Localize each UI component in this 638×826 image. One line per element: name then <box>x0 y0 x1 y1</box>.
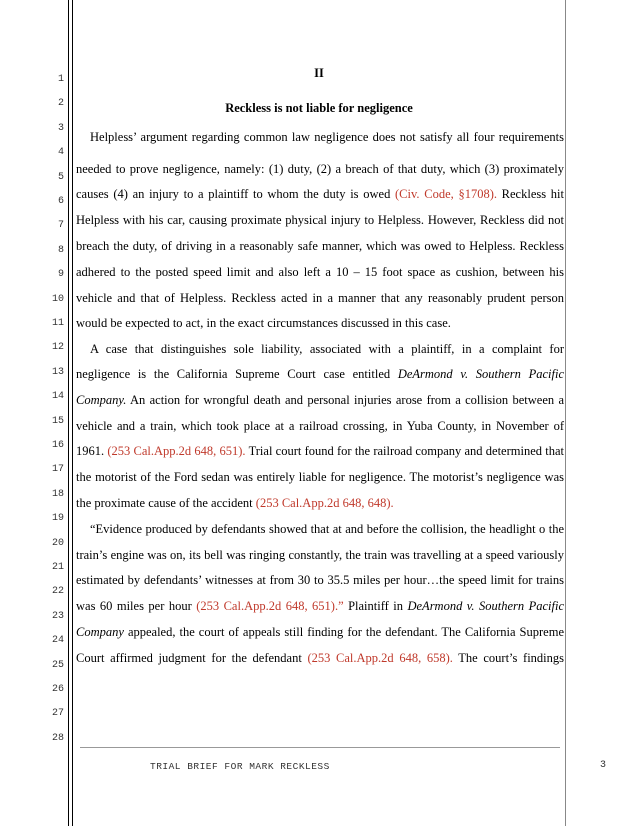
line-text: was 60 miles per hour <box>76 599 197 613</box>
line-number: 27 <box>51 708 64 720</box>
line-number: 20 <box>51 537 64 549</box>
body-line <box>76 470 564 490</box>
citation: (253 Cal.App.2d 648, 651).” <box>196 599 344 613</box>
case-name: DeArmond v. Southern Pacific <box>407 599 565 613</box>
body-line <box>76 213 564 233</box>
line-text: vehicle and that of Helpless. Reckless acted in a manner that any reasonably prudent person <box>76 291 564 305</box>
line-text: adhered to the posted speed limit and also left a 10 – 15 foot space as cushion, between his <box>76 265 564 279</box>
line-number: 15 <box>51 415 64 427</box>
line-number: 22 <box>51 586 64 598</box>
citation: (253 Cal.App.2d 648, 648). <box>255 496 394 510</box>
line-number: 13 <box>51 366 64 378</box>
line-text: Helpless with his car, causing proximate physical injury to Helpless. However, Reckless did not <box>76 213 564 227</box>
line-text: the motorist of the Ford sedan was entirely liable for negligence. The motorist’s negligence was <box>76 470 564 484</box>
line-number: 18 <box>51 488 64 500</box>
line-number: 10 <box>51 293 64 305</box>
line-text: would be expected to act, in the exact circumstances discussed in this case. <box>76 316 451 330</box>
footer-title: TRIAL BRIEF FOR MARK RECKLESS <box>150 761 330 772</box>
line-text: estimated by defendants’ witnesses at from 30 to 35.5 miles per hour…the speed limit for trains <box>76 573 564 587</box>
line-number: 7 <box>57 220 64 232</box>
body-line <box>76 651 564 671</box>
line-text: appealed, the court of appeals still finding for the defendant. The California Supreme <box>123 625 564 639</box>
body-line <box>76 548 564 568</box>
body-line <box>76 316 564 336</box>
line-text: 1961. <box>76 444 108 458</box>
line-number: 17 <box>51 464 64 476</box>
footer-rule <box>80 747 560 748</box>
line-number: 16 <box>51 440 64 451</box>
body-line <box>76 625 564 645</box>
body-line <box>76 130 564 150</box>
line-number: 24 <box>51 635 64 647</box>
line-number: 1 <box>57 74 64 85</box>
body-line <box>76 342 564 362</box>
body-line <box>76 187 564 207</box>
line-text: causes (4) an injury to a plaintiff to whom the duty is owed <box>76 187 396 201</box>
line-number: 5 <box>57 171 64 183</box>
line-text: Helpless’ argument regarding common law negligence does not satisfy all four requirements <box>90 130 564 144</box>
line-text: A case that distinguishes sole liability, associated with a plaintiff, in a complaint for <box>90 342 564 356</box>
body-line <box>76 291 564 311</box>
line-number: 3 <box>57 122 64 134</box>
body-line <box>76 444 564 464</box>
body-line <box>76 367 564 387</box>
line-number: 25 <box>51 659 64 671</box>
case-name: Company <box>76 625 124 639</box>
body-line <box>76 599 564 619</box>
body-line <box>76 419 564 439</box>
line-text: Reckless hit <box>496 187 564 201</box>
line-number: 26 <box>51 684 64 695</box>
citation: (Civ. Code, §1708). <box>395 187 497 201</box>
line-text: vehicle and a train, which took place at a railroad crossing, in Yuba County, in November of <box>76 419 564 433</box>
line-text: “Evidence produced by defendants showed that at and before the collision, the headlight o the <box>90 522 564 536</box>
body-line <box>76 393 564 413</box>
line-text: Court affirmed judgment for the defendant <box>76 651 308 665</box>
right-margin-rule <box>565 0 566 826</box>
line-text: Trial court found for the railroad company and determined that <box>245 444 564 458</box>
line-text: negligence is the California Supreme Court case entitled <box>76 367 398 381</box>
line-text: An action for wrongful death and personal injuries arose from a collision between a <box>126 393 564 407</box>
section-numeral: II <box>314 66 324 80</box>
left-margin-rule-outer <box>68 0 69 826</box>
line-text: the proximate cause of the accident <box>76 496 256 510</box>
line-text: needed to prove negligence, namely: (1) duty, (2) a breach of that duty, which (3) proximately <box>76 162 564 176</box>
line-number: 9 <box>57 269 64 281</box>
line-number: 28 <box>51 732 64 744</box>
line-number: 19 <box>51 513 64 525</box>
body-line <box>76 162 564 182</box>
line-number: 6 <box>57 196 64 207</box>
body-line <box>76 573 564 593</box>
line-number: 12 <box>51 342 64 354</box>
citation: (253 Cal.App.2d 648, 658). <box>307 651 453 665</box>
body-line <box>76 265 564 285</box>
body-line <box>76 522 564 542</box>
left-margin-rule-inner <box>72 0 73 826</box>
section-title: Reckless is not liable for negligence <box>225 101 413 115</box>
line-number: 21 <box>51 562 64 573</box>
line-number: 23 <box>51 610 64 622</box>
line-number: 4 <box>57 147 64 159</box>
line-number: 8 <box>57 244 64 256</box>
line-number: 14 <box>51 391 64 403</box>
line-number: 2 <box>57 98 64 110</box>
page-number: 3 <box>600 760 607 771</box>
body-line <box>76 239 564 259</box>
body-line <box>76 496 564 516</box>
case-name: DeArmond v. Southern Pacific <box>397 367 565 381</box>
line-number: 11 <box>51 318 64 329</box>
case-name: Company. <box>76 393 127 407</box>
citation: (253 Cal.App.2d 648, 651). <box>107 444 246 458</box>
line-text: Plaintiff in <box>343 599 408 613</box>
line-text: train’s engine was on, its bell was ringing constantly, the train was travelling at a speed variously <box>76 548 564 562</box>
line-text: The court’s findings <box>452 651 565 665</box>
line-text: breach the duty, of driving in a reasonably safe manner, which was owed to Helpless. Reckless <box>76 239 564 253</box>
